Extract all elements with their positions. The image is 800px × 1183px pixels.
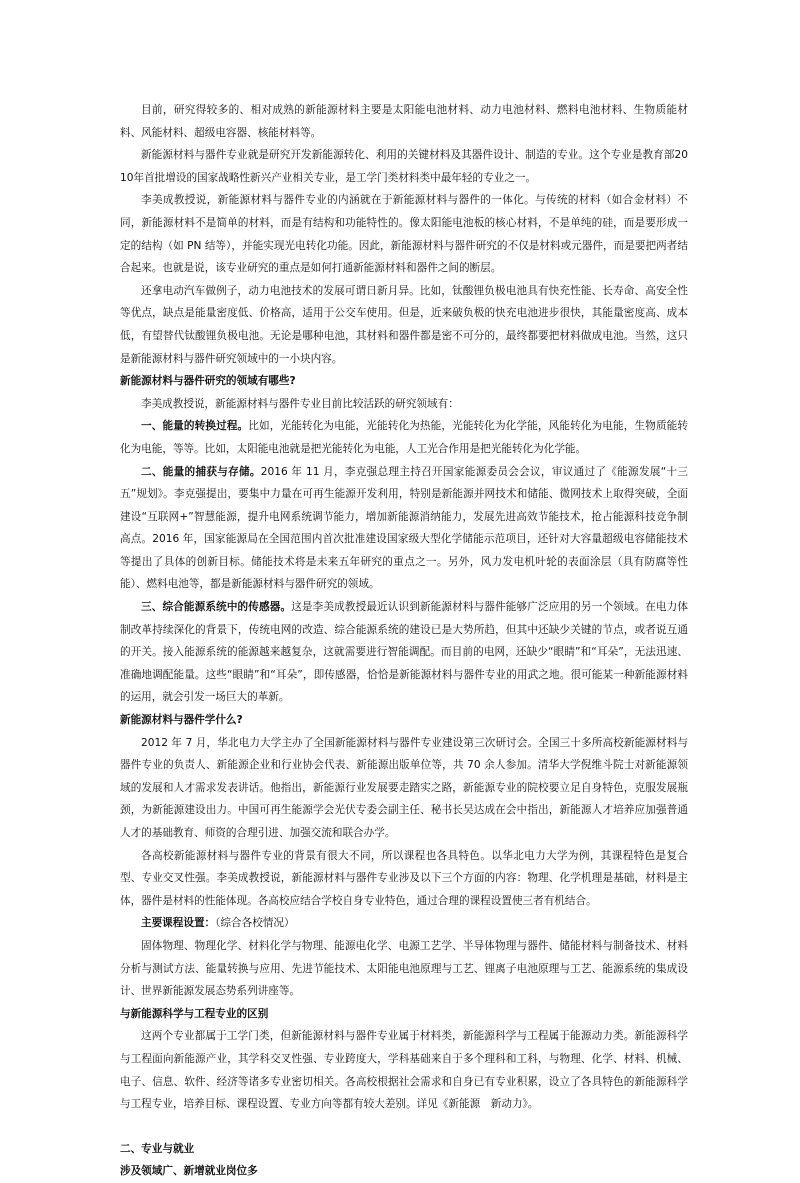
list-item <box>120 461 688 597</box>
section-heading: 与新能源科学与工程专业的区别 <box>120 1007 269 1020</box>
list-item <box>120 596 688 709</box>
paragraph: 李美成教授说，新能源材料与器件专业的内涵就在于新能源材料与器件的一体化。与传统的材料（如合金材料）不同，新能源材料不是简单的材料，而是有结构和功能特性的。像太阳能电池板的核心材料，不是单纯的硅，而是要形成一定的结构（如 PN 结等），并能实现光电转化功能。因此，新能源材料与器件研究的不仅是材料或元器件，而是要把两者结合起来。也就是说，该专业研究的重点是如何打通新能源材料和器件之间的断层。 <box>120 194 688 275</box>
paragraph: 各高校新能源材料与器件专业的背景有很大不同，所以课程也各具特色。以华北电力大学为例，其课程特色是复合型、专业交叉性强。李美成教授说，新能源材料与器件专业涉及以下三个方面的内容：物理、化学机理是基础，材料是主体，器件是材料的性能体现。各高校应结合学校自身专业特色，通过合理的课程设置使三者有机结合。 <box>120 849 688 907</box>
paragraph: 这两个专业都属于工学门类，但新能源材料与器件专业属于材料类，新能源科学与工程属于能源动力类。新能源科学与工程面向新能源产业，其学科交叉性强、专业跨度大，学科基础来自于多个理科和工科，与物理、化学、材料、机械、电子、信息、软件、经济等诸多专业密切相关。各高校根据社会需求和自身已有专业积累，设立了各具特色的新能源科学与工程专业，培养目标、课程设置、专业方向等都有较大差别。详见《新能源 新动力》。 <box>120 1030 688 1111</box>
courses-heading <box>120 912 688 935</box>
list-item-text: 这是李美成教授最近认识到新能源材料与器件能够广泛应用的另一个领域。在电力体制改革持续深化的背景下，传统电网的改造、综合能源系统的建设已是大势所趋，但其中还缺少关键的节点，或者说互通的开关。接入能源系统的能源越来越复杂，这就需要进行智能调配。而目前的电网，还缺少“眼睛”和“耳朵”，无法迅速、准确地调配能量。这些“眼睛”和“耳朵”，即传感器，恰恰是新能源材料与器件专业的用武之地。很可能某一种新能源材料的运用，就会引发一场巨大的革新。 <box>120 601 689 704</box>
chapter-heading: 二、专业与就业 <box>120 1142 195 1155</box>
section-heading: 涉及领域广、新增就业岗位多 <box>120 1165 258 1178</box>
courses-label: 主要课程设置： <box>141 917 216 930</box>
list-item-text: 比如，光能转化为电能，光能转化为热能，光能转化为化学能，风能转化为电能，生物质能转化为电能，等等。比如，太阳能电池就是把光能转化为电能，人工光合作用是把光能转化为化学能。 <box>120 420 688 455</box>
paragraph: 新能源材料与器件专业就是研究开发新能源转化、利用的关键材料及其器件设计、制造的专业。这个专业是教育部2010年首批增设的国家战略性新兴产业相关专业，是工学门类材料类中最年轻的专业之一。 <box>120 149 688 184</box>
paragraph: 2012 年 7 月，华北电力大学主办了全国新能源材料与器件专业建设第三次研讨会。全国三十多所高校新能源材料与器件专业的负责人、新能源企业和行业协会代表、新能源出版单位等，共 70 余人参加。清华大学倪维斗院士对新能源领域的发展和人才需求发表讲话。他指出，新能源行业发展要走踏实之路，新能源专业的院校要立足自身特色，克服发展瓶颈，为新能源建设出力。中国可再生能源学会光伏专委会副主任、秘书长吴达成在会中指出，新能源人才培养应加强普通人才的基础教育、师资的合理引进、加强交流和联合办学。 <box>120 736 688 839</box>
section-heading: 新能源材料与器件学什么? <box>120 714 243 727</box>
list-item <box>120 415 688 460</box>
courses-list: 固体物理、物理化学、材料化学与物理、能源电化学、电源工艺学、半导体物理与器件、储能材料与制备技术、材料分析与测试方法、能量转换与应用、先进节能技术、太阳能电池原理与工艺、锂离子电池原理与工艺、能源系统的集成设计、世界新能源发展态势系列讲座等。 <box>120 939 688 998</box>
list-item-title: 二、能量的捕获与存储。 <box>141 465 261 478</box>
list-item-title: 一、能量的转换过程。 <box>141 420 249 433</box>
spacer <box>120 1116 688 1138</box>
paragraph: 目前，研究得较多的、相对成熟的新能源材料主要是太阳能电池材料、动力电池材料、燃料电池材料、生物质能材料、风能材料、超级电容器、核能材料等。 <box>120 104 688 139</box>
paragraph: 还拿电动汽车做例子，动力电池技术的发展可谓日新月异。比如，钛酸锂负极电池具有快充性能、长寿命、高安全性等优点，缺点是能量密度低、价格高，适用于公交车使用。但是，近来破负极的快充电池进步很快，其能量密度高、成本低，有望替代钛酸锂负极电池。无论是哪种电池，其材料和器件都是密不可分的，最终都要把材料做成电池。当然，这只是新能源材料与器件研究领域中的一小块内容。 <box>120 284 688 365</box>
list-item-title: 三、综合能源系统中的传感器。 <box>141 601 292 614</box>
paragraph: 李美成教授说，新能源材料与器件专业目前比较活跃的研究领域有： <box>141 397 459 410</box>
section-heading: 新能源材料与器件研究的领域有哪些? <box>120 375 296 388</box>
document-page <box>120 99 688 1183</box>
courses-note: （综合各校情况） <box>215 917 295 930</box>
list-item-text: 2016 年 11 月，李克强总理主持召开国家能源委员会会议，审议通过了《能源发展“十三五”规划》。李克强提出，要集中力量在可再生能源开发利用，特别是新能源并网技术和储能、微网技术上取得突破，全面建设“互联网+”智慧能源，提升电网系统调节能力，增加新能源消纳能力，发展先进高效节能技术，抢占能源科技竞争制高点。2016 年，国家能源局在全国范围内首次批准建设国家级大型化学储能示范项目，还针对大容量超级电容储能技术等提出了具体的创新目标。储能技术将是未来五年研究的重点之一。另外，风力发电机叶轮的表面涂层（具有防腐等性能）、燃料电池等，都是新能源材料与器件研究的领域。 <box>120 465 688 591</box>
